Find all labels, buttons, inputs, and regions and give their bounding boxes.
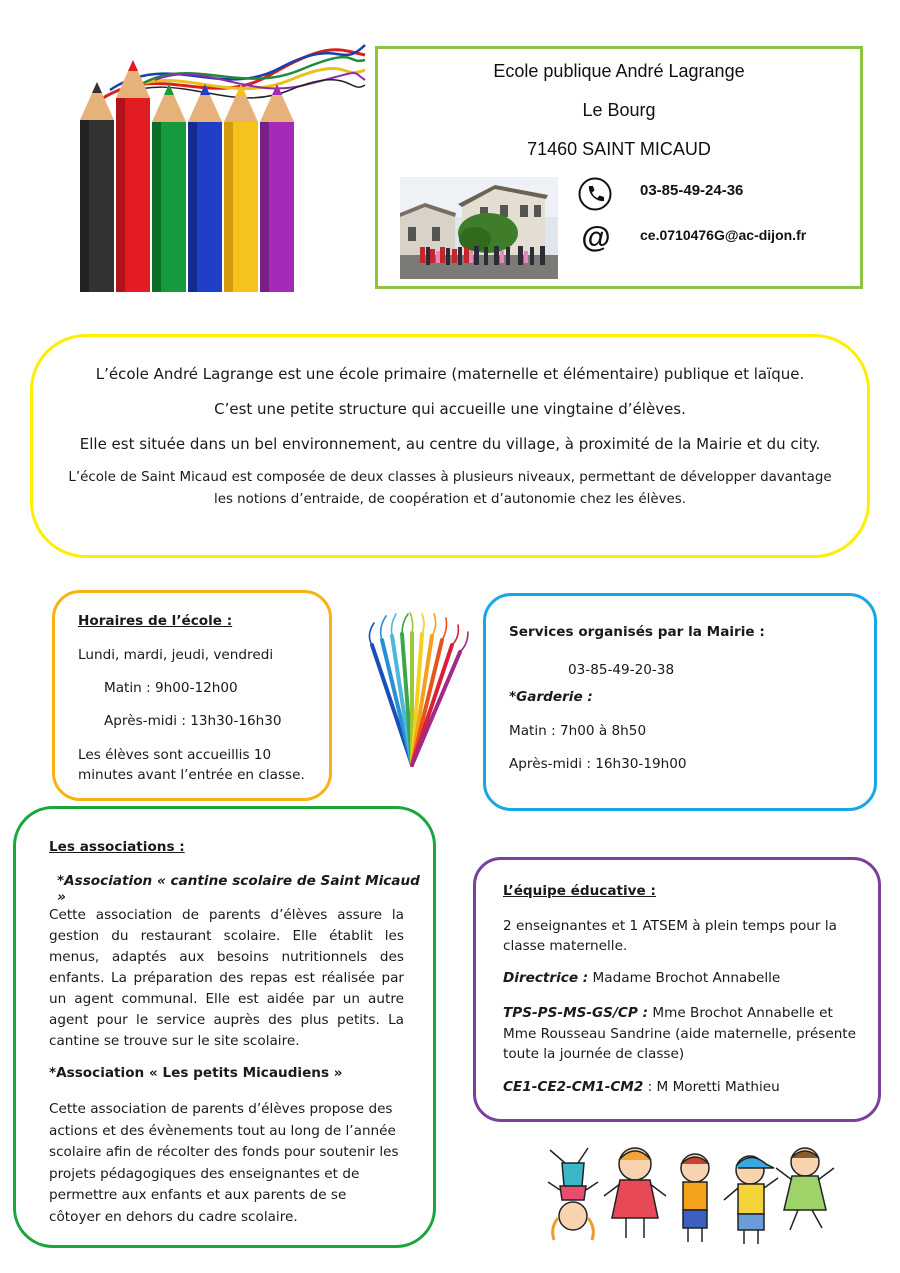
services-phone: 03-85-49-20-38	[568, 662, 675, 678]
team-class2	[503, 1079, 780, 1095]
school-building-photo	[400, 177, 558, 279]
hours-afternoon: Après-midi : 13h30-16h30	[104, 713, 282, 729]
association-micaudiens-text: Cette association de parents d’élèves propose des actions et des évènements tout au long de l’année scolaire afin de récolter des fonds pour soutenir les projets pédagogiques des enseignantes et de permettre aux enfants et aux parents de se côtoyer en dehors du cadre scolaire.	[49, 1101, 399, 1225]
colored-pencils-illustration	[70, 40, 370, 295]
team-staff: 2 enseignantes et 1 ATSEM à plein temps pour la classe maternelle.	[503, 918, 837, 954]
mairie-services-card	[483, 593, 877, 811]
director-name: Madame Brochot Annabelle	[588, 970, 781, 986]
at-icon: @	[581, 221, 611, 254]
associations-title: Les associations :	[49, 839, 185, 855]
school-hours-card	[52, 590, 332, 801]
class1-text: Mme Brochot Annabelle et Mme Rousseau Sandrine (aide maternelle, présente toute la journée de classe)	[503, 1005, 856, 1062]
intro-line-3: Elle est située dans un bel environnement, au centre du village, à proximité de la Mairie et du city.	[79, 435, 821, 453]
teaching-team-card	[473, 857, 881, 1122]
garderie-label: *Garderie :	[509, 689, 593, 705]
team-title: L’équipe éducative :	[503, 883, 656, 899]
garderie-morning: Matin : 7h00 à 8h50	[509, 723, 647, 739]
team-director	[503, 970, 780, 986]
garderie-afternoon: Après-midi : 16h30-19h00	[509, 756, 687, 772]
school-phone: 03-85-49-24-36	[640, 182, 744, 199]
school-street: Le Bourg	[582, 100, 656, 120]
school-header-card	[375, 46, 863, 289]
school-intro-card	[30, 334, 870, 558]
hours-title: Horaires de l’école :	[78, 613, 233, 629]
school-email: ce.0710476G@ac-dijon.fr	[640, 227, 807, 243]
director-label: Directrice :	[503, 970, 589, 986]
intro-line-5: les notions d’entraide, de coopération et d’autonomie chez les élèves.	[213, 492, 686, 507]
association-micaudiens-title: *Association « Les petits Micaudiens »	[49, 1065, 343, 1081]
associations-card	[13, 806, 436, 1248]
association-canteen-title: *Association « cantine scolaire de Saint Micaud »	[57, 873, 420, 905]
class2-label: CE1-CE2-CM1-CM2	[503, 1079, 644, 1095]
class2-text: : M Moretti Mathieu	[643, 1079, 780, 1095]
children-illustration	[540, 1138, 840, 1253]
paintbrushes-illustration	[352, 610, 472, 770]
intro-line-4: L’école de Saint Micaud est composée de deux classes à plusieurs niveaux, permettant de développer davantage	[68, 470, 832, 485]
hours-days: Lundi, mardi, jeudi, vendredi	[78, 647, 274, 663]
school-name: Ecole publique André Lagrange	[493, 61, 745, 81]
intro-line-2: C’est une petite structure qui accueille une vingtaine d’élèves.	[214, 400, 686, 418]
phone-icon	[578, 177, 612, 211]
school-city: 71460 SAINT MICAUD	[527, 139, 711, 159]
hours-morning: Matin : 9h00-12h00	[104, 680, 238, 696]
intro-line-1: L’école André Lagrange est une école primaire (maternelle et élémentaire) publique et laïque.	[95, 365, 805, 383]
services-title: Services organisés par la Mairie :	[509, 624, 765, 640]
hours-note: Les élèves sont accueillis 10 minutes avant l’entrée en classe.	[78, 747, 305, 783]
team-class1	[503, 1003, 863, 1065]
association-canteen-text: Cette association de parents d’élèves assure la gestion du restaurant scolaire. Elle établit les menus, adaptés aux besoins nutritionnels des enfants. La préparation des repas est réalisée par un agent communal. Elle est aidée par un autre agent pour le service auprès des plus petits. La cantine se trouve sur le site scolaire.	[49, 907, 404, 1049]
class1-label: TPS-PS-MS-GS/CP :	[503, 1005, 649, 1021]
